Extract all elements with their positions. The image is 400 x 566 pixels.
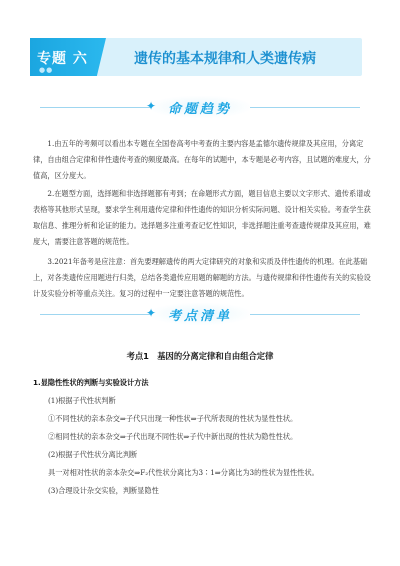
section-header-checklist bbox=[0, 303, 400, 327]
list-item: 具一对相对性状的亲本杂交⇒F₂代性状分离比为3∶1⇒分离比为3的性状为显性性状。 bbox=[48, 468, 319, 477]
divider-right bbox=[250, 107, 360, 108]
paragraph-3: 3.2021年备考是应注意：首先要理解遗传的两大定律研究的对象和实质及伴性遗传的机理。在此基础上，对各类遗传应用题进行归类，总结各类遗传应用题的解题的方法。与遗传规律和伴性遗传有关的实验设计及实验分析等重点关注。复习的过程中一定要注意答题的规范性。 bbox=[33, 257, 371, 298]
section-label: 命题趋势 bbox=[167, 102, 232, 117]
divider-left bbox=[40, 314, 150, 315]
list-item: (1)根据子代性状判断 bbox=[48, 396, 116, 405]
list-item: (2)根据子代性状分离比判断 bbox=[48, 450, 138, 459]
sparkle-icon: ✦ bbox=[146, 99, 157, 113]
chapter-tab-label: 专题 六 bbox=[37, 51, 88, 67]
list-item: ②相同性状的亲本杂交⇒子代出现不同性状⇒子代中新出现的性状为隐性性状。 bbox=[48, 432, 298, 441]
paragraph-2: 2.在题型方面，选择题和非选择题都有考到；在命题形式方面，题目信息主要以文字形式、遗传系谱或表格等其他形式呈现，要求学生利用遗传定律和伴性遗传的知识分析实际问题、设计相关实验。考查学生获取信息、推理分析和论证的能力。选择题多注重考查记忆性知识，非选择题注重考查遗传规律及其应用，难度大，需要注意答题的规范性。 bbox=[33, 189, 371, 246]
divider-right bbox=[250, 314, 360, 315]
list-item: (3)合理设计杂交实验，判断显隐性 bbox=[48, 486, 159, 495]
chapter-banner bbox=[30, 38, 362, 76]
chapter-tab-dots: ●● bbox=[39, 66, 54, 74]
paragraph-1: 1.由五年的考频可以看出本专题在全国卷高考中考查的主要内容是孟德尔遗传规律及其应用，分离定律，自由组合定律和伴性遗传考查的频度最高。在每年的试题中，本专题是必考内容，且试题的难度大，分值高，区分度大。 bbox=[33, 139, 371, 180]
subheading: 1.显隐性性状的判断与实验设计方法 bbox=[33, 378, 149, 387]
section-header-trend bbox=[0, 96, 400, 120]
divider-left bbox=[40, 107, 150, 108]
sparkle-icon: ✦ bbox=[146, 306, 157, 320]
list-item: ①不同性状的亲本杂交⇒子代只出现一种性状⇒子代所表现的性状为显性性状。 bbox=[48, 414, 298, 423]
chapter-title: 遗传的基本规律和人类遗传病 bbox=[134, 51, 316, 67]
kaodian-title: 考点1 基因的分离定律和自由组合定律 bbox=[126, 351, 274, 361]
section-label: 考点清单 bbox=[167, 309, 232, 324]
